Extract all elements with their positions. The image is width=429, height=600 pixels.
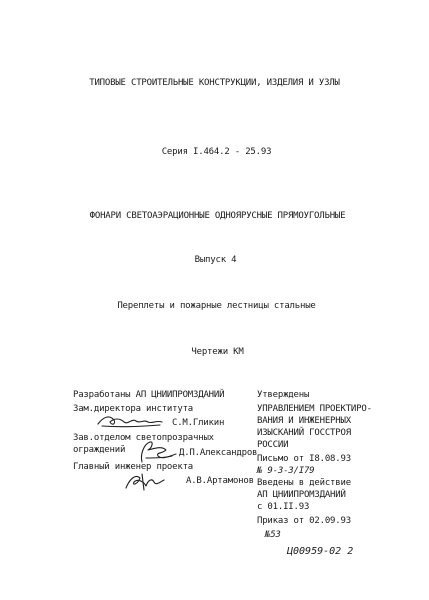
stamp-code: Ц00959-02 2	[287, 546, 354, 557]
product-title: ФОНАРИ СВЕТОАЭРАЦИОННЫЕ ОДНОЯРУСНЫЕ ПРЯМОУГОЛЬНЫЕ	[89, 211, 346, 221]
authority-line3: ИЗЫСКАНИЙ ГОССТРОЯ	[257, 428, 351, 438]
deputy-director-signature	[96, 412, 168, 430]
deputy-director-role: Зам.директора института	[73, 404, 194, 414]
issue-number: Выпуск 4	[194, 255, 237, 265]
chief-engineer-role: Главный инженер проекта	[73, 462, 194, 472]
letter-number: № 9-3-3/I79	[257, 466, 315, 476]
authority-line2: ВАНИЯ И ИНЖЕНЕРНЫХ	[257, 416, 351, 426]
authority-line1: УПРАВЛЕНИЕМ ПРОЕКТИРО-	[257, 404, 372, 414]
drawings-label: Чертежи КМ	[191, 347, 244, 357]
effective-date: с 01.II.93	[257, 502, 310, 512]
series-number: Серия I.464.2 - 25.93	[161, 147, 272, 157]
dept-head-name: Д.П.Александров	[179, 448, 258, 458]
authority-line4: РОССИИ	[257, 440, 289, 450]
dept-head-role-line2: ограждений	[73, 445, 126, 455]
chief-engineer-name: А.В.Артамонов	[186, 476, 254, 486]
developed-heading: Разработаны АП ЦНИИПРОМЗДАНИЙ	[73, 390, 225, 400]
deputy-director-name: С.М.Гликин	[172, 418, 225, 428]
approved-heading: Утверждены	[257, 390, 310, 400]
order-date: Приказ от 02.09.93	[257, 516, 351, 526]
dept-head-role-line1: Зав.отделом светопрозрачных	[73, 433, 214, 443]
order-number: №53	[265, 530, 281, 540]
chief-engineer-signature	[122, 470, 172, 494]
letter-date: Письмо от I8.08.93	[257, 454, 351, 464]
collection-title: ТИПОВЫЕ СТРОИТЕЛЬНЫЕ КОНСТРУКЦИИ, ИЗДЕЛИЯ И УЗЛЫ	[89, 78, 340, 88]
issue-subject: Переплеты и пожарные лестницы стальные	[117, 301, 316, 311]
effective-line2: АП ЦНИИПРОМЗДАНИЙ	[257, 490, 346, 500]
effective-line1: Введены в действие	[257, 478, 351, 488]
